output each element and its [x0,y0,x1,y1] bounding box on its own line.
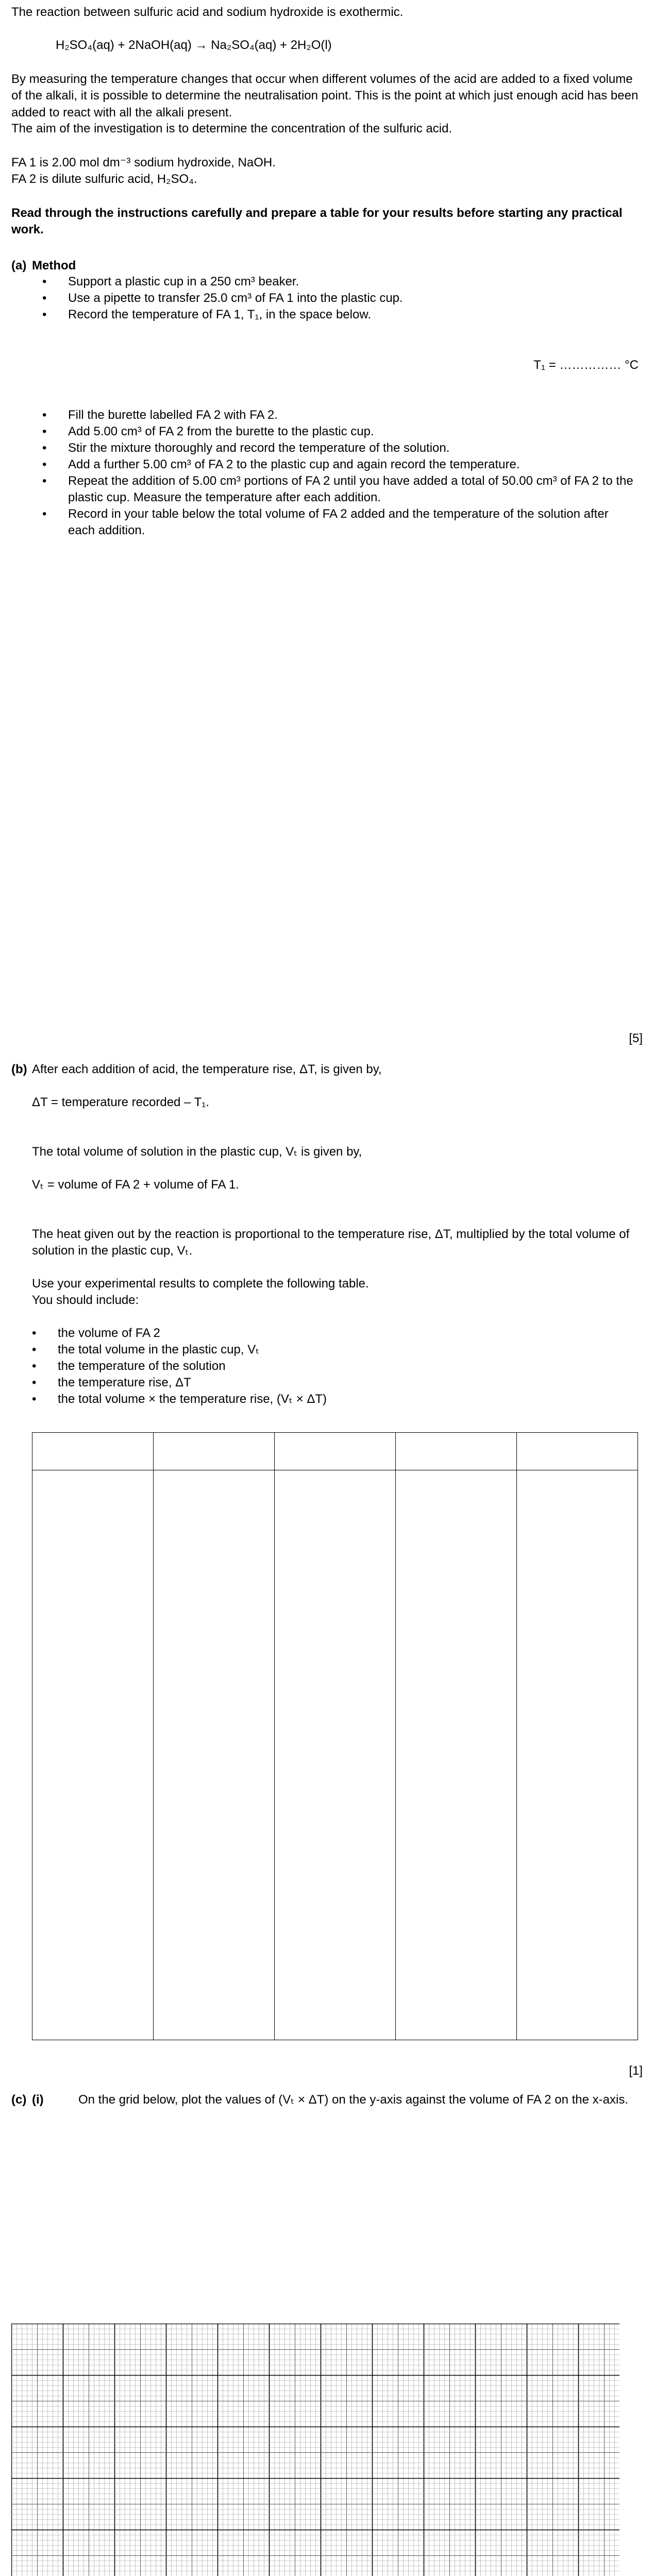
part-b-text: After each addition of acid, the temperature rise, ΔT, is given by, [32,1062,382,1076]
part-b-marks: [1] [629,2064,643,2078]
method-step: Support a plastic cup in a 250 cm³ beaker. [68,275,299,289]
bullet-dot: • [42,275,47,289]
part-c-i-text: On the grid below, plot the values of (Vₜ × ΔT) on the y-axis against the volume of FA 2 on the x-axis. [78,2093,629,2107]
table-cell[interactable] [154,1470,275,2040]
part-b-text: Use your experimental results to complete the following table. [32,1277,369,1291]
table-cell[interactable] [396,1433,517,1470]
results-table[interactable] [32,1432,638,2040]
bullet-dot: • [32,1343,37,1357]
delta-t-equation: ΔT = temperature recorded – T₁. [32,1095,210,1109]
table-cell[interactable] [275,1470,396,2040]
part-b-text: The total volume of solution in the plastic cup, Vₜ is given by, [32,1145,362,1159]
table-cell[interactable] [396,1470,517,2040]
intro-line: The reaction between sulfuric acid and sodium hydroxide is exothermic. [11,5,404,19]
bullet-dot: • [32,1392,37,1406]
method-step: Use a pipette to transfer 25.0 cm³ of FA 1 into the plastic cup. [68,291,403,305]
method-step: Record in your table below the total volume of FA 2 added and the temperature of the solution after each addition. [68,507,609,538]
table-cell[interactable] [154,1433,275,1470]
table-row [32,1470,638,2040]
part-a-label: (a) [11,259,27,273]
method-step: Record the temperature of FA 1, T₁, in the space below. [68,308,371,321]
bullet-dot: • [42,507,47,521]
include-item: the total volume in the plastic cup, Vₜ [58,1343,260,1357]
table-cell[interactable] [275,1433,396,1470]
part-a-marks: [5] [629,1031,643,1045]
method-heading: Method [32,259,76,273]
method-step: Add a further 5.00 cm³ of FA 2 to the plastic cup and again record the temperature. [68,457,520,471]
method-step: Repeat the addition of 5.00 cm³ portions of FA 2 until you have added a total of 50.00 cm³ of FA 2 to the plastic cup. Measure the temperature after each addition. [68,474,633,505]
bullet-dot: • [32,1376,37,1389]
bullet-dot: • [42,408,47,422]
graph-grid[interactable] [11,2324,619,2576]
include-item: the temperature of the solution [58,1359,226,1373]
intro-paragraph: By measuring the temperature changes that occur when different volumes of the acid are added to a fixed volume of the alkali, it is possible to determine the neutralisation point. This is the point at which just enough acid has been added to react with all the alkali present. [11,72,639,120]
instruction-text: Read through the instructions carefully and prepare a table for your results before starting any practical work. [11,206,623,237]
table-cell[interactable] [517,1433,638,1470]
include-item: the temperature rise, ΔT [58,1376,191,1389]
bullet-dot: • [42,474,47,488]
include-item: the volume of FA 2 [58,1326,160,1340]
part-b-text: You should include: [32,1293,139,1307]
method-step: Stir the mixture thoroughly and record the temperature of the solution. [68,441,450,455]
method-step: Add 5.00 cm³ of FA 2 from the burette to the plastic cup. [68,425,374,438]
fa1-definition: FA 1 is 2.00 mol dm⁻³ sodium hydroxide, NaOH. [11,156,276,170]
bullet-dot: • [42,441,47,455]
bullet-dot: • [42,425,47,438]
method-step: Fill the burette labelled FA 2 with FA 2. [68,408,278,422]
include-item: the total volume × the temperature rise, (Vₜ × ΔT) [58,1392,327,1406]
part-b-text: The heat given out by the reaction is proportional to the temperature rise, ΔT, multiplied by the total volume of solution in the plastic cup, Vₜ. [32,1227,630,1258]
table-cell[interactable] [517,1470,638,2040]
aim-paragraph: The aim of the investigation is to determine the concentration of the sulfuric acid. [11,122,452,135]
part-c-i-label: (i) [32,2093,44,2107]
fa2-definition: FA 2 is dilute sulfuric acid, H₂SO₄. [11,172,197,186]
bullet-dot: • [42,308,47,321]
table-cell[interactable] [32,1433,154,1470]
t1-answer-line[interactable]: T₁ = …………… °C [533,358,639,372]
part-c-label: (c) [11,2093,27,2107]
bullet-dot: • [32,1326,37,1340]
reaction-equation: H₂SO₄(aq) + 2NaOH(aq) → Na₂SO₄(aq) + 2H₂O(l) [56,38,332,52]
bullet-dot: • [42,457,47,471]
vt-equation: Vₜ = volume of FA 2 + volume of FA 1. [32,1178,239,1192]
bullet-dot: • [32,1359,37,1373]
table-cell[interactable] [32,1470,154,2040]
table-header-row [32,1433,638,1470]
part-b-label: (b) [11,1062,27,1076]
bullet-dot: • [42,291,47,305]
